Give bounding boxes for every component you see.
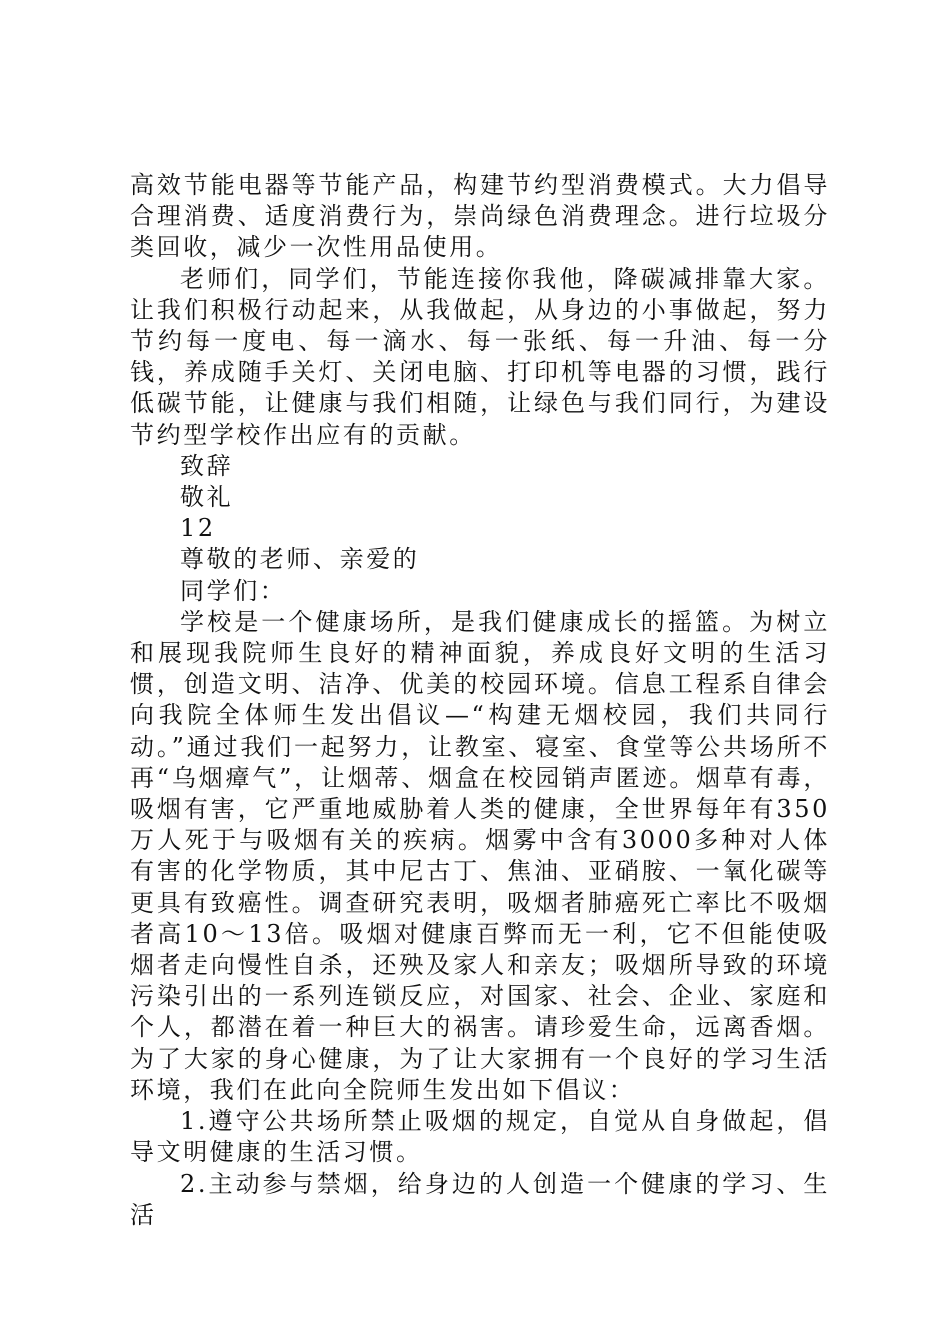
section-number: 12 — [180, 514, 216, 543]
closing-salute: 敬礼 — [180, 483, 234, 512]
salutation-line-2: 同学们： — [180, 576, 287, 605]
paragraph-energy-saving: 老师们，同学们，节能连接你我他，降碳减排靠大家。让我们积极行动起来，从我做起，从身边的小事做起，努力节约每一度电、每一滴水、每一张纸、每一升油、每一分钱，养成随手关灯、关闭电脑、打印机等电器的习惯，践行低碳节能，让健康与我们相随，让绿色与我们同行，为建设节约型学校作出应有的贡献。 — [130, 264, 830, 449]
list-item-2: 2.主动参与禁烟，给身边的人创造一个健康的学习、生活 — [130, 1169, 830, 1229]
closing-speech: 致辞 — [180, 451, 234, 480]
paragraph-continuation: 高效节能电器等节能产品，构建节约型消费模式。大力倡导合理消费、适度消费行为，崇尚绿色消费理念。进行垃圾分类回收，减少一次性用品使用。 — [130, 171, 830, 262]
list-item-1: 1.遵守公共场所禁止吸烟的规定，自觉从自身做起，倡导文明健康的生活习惯。 — [130, 1107, 830, 1167]
salutation-line-1: 尊敬的老师、亲爱的 — [180, 545, 420, 574]
document-body — [130, 170, 830, 1231]
paragraph-smoke-free: 学校是一个健康场所，是我们健康成长的摇篮。为树立和展现我院师生良好的精神面貌，养成良好文明的生活习惯，创造文明、洁净、优美的校园环境。信息工程系自律会向我院全体师生发出倡议—“构建无烟校园，我们共同行动。”通过我们一起努力，让教室、寝室、食堂等公共场所不再“乌烟瘴气”，让烟蒂、烟盒在校园销声匿迹。烟草有毒，吸烟有害，它严重地威胁着人类的健康，全世界每年有350万人死于与吸烟有关的疾病。烟雾中含有3000多种对人体有害的化学物质，其中尼古丁、焦油、亚硝胺、一氧化碳等更具有致癌性。调查研究表明，吸烟者肺癌死亡率比不吸烟者高10～13倍。吸烟对健康百弊而无一利，它不但能使吸烟者走向慢性自杀，还殃及家人和亲友；吸烟所导致的环境污染引出的一系列连锁反应，对国家、社会、企业、家庭和个人，都潜在着一种巨大的祸害。请珍爱生命，远离香烟。为了大家的身心健康，为了让大家拥有一个良好的学习生活环境，我们在此向全院师生发出如下倡议： — [130, 607, 830, 1104]
